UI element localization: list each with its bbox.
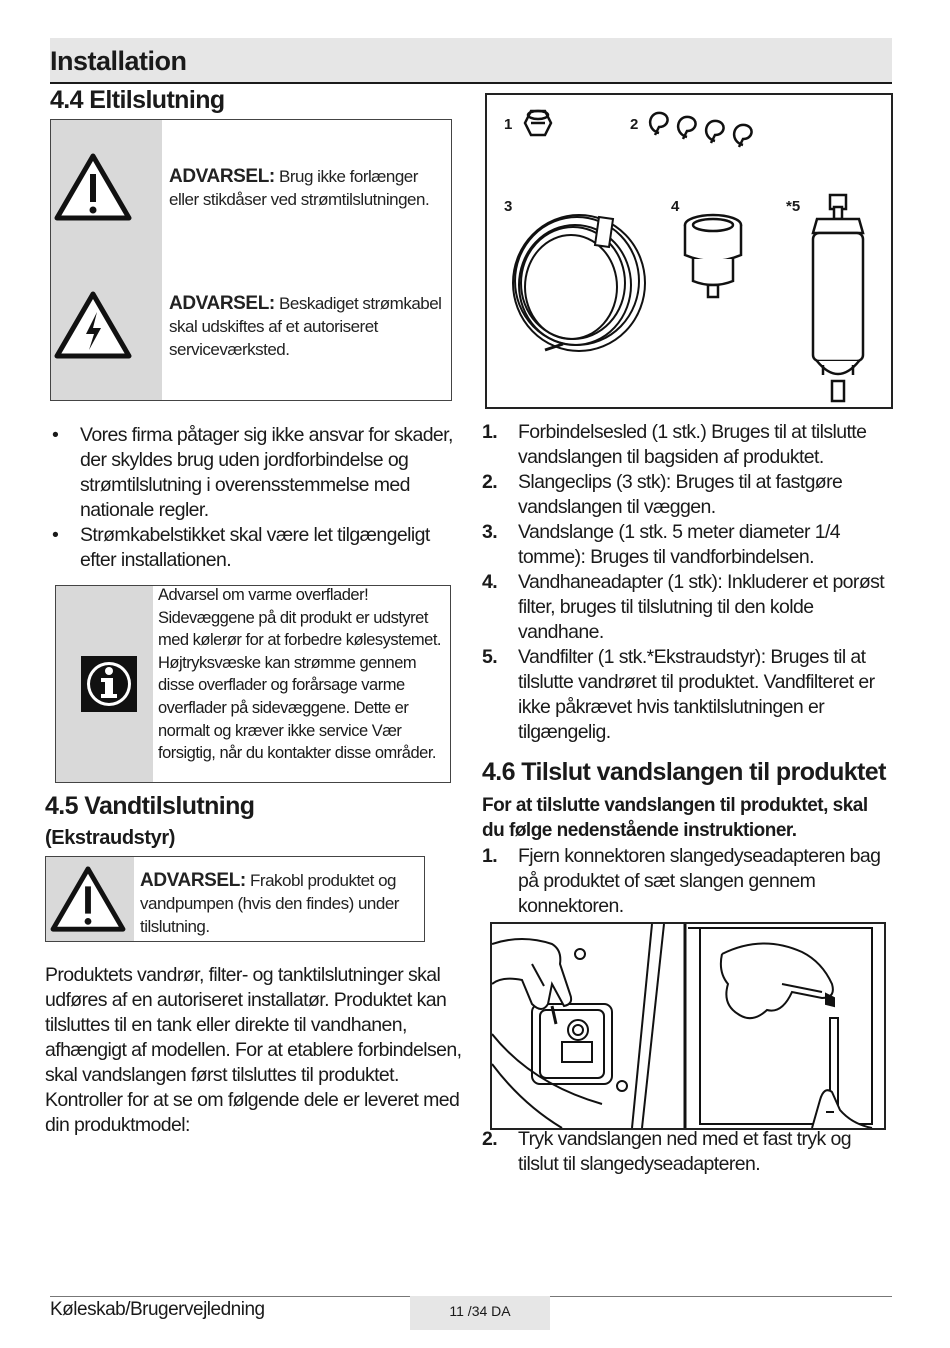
part-label-5: *5 (786, 198, 801, 215)
warning-icon-cell (51, 120, 162, 251)
list-item (482, 470, 890, 520)
parts-illustration (487, 95, 891, 407)
hose-connection-illustration (492, 924, 884, 1128)
list-number: 1. (482, 421, 498, 443)
list-text: Tryk vandslangen ned med et fast tryk og tilslut til slangedyseadapteren. (518, 1128, 851, 1175)
warning-label: ADVARSEL: (169, 293, 275, 314)
bullet-list (50, 423, 460, 573)
parts-figure (485, 93, 893, 409)
page-number: 11 /34 DA (410, 1296, 550, 1330)
section-heading-4-4: 4.4 Eltilslutning (50, 86, 225, 114)
list-text: Vandfilter (1 stk.*Ekstraudstyr): Bruges til at tilslutte vandrøret til produktet. Vandfilteret er ikke påkrævet hvis tanktilslutningen er tilgængelig. (518, 646, 875, 743)
warning-label: ADVARSEL: (169, 166, 275, 187)
warning-label: ADVARSEL: (140, 870, 246, 891)
warning-body: Brug ikke forlænger eller stikdåser ved strømtilslutningen. (169, 167, 430, 209)
water-hose-icon (513, 215, 645, 351)
part-label-3: 3 (504, 198, 513, 215)
steps-list-1 (482, 844, 882, 919)
warning-box-extension (50, 119, 452, 252)
part-label-2: 2 (630, 116, 639, 133)
section-subheading: (Ekstraudstyr) (45, 827, 175, 849)
list-text: Forbindelsesled (1 stk.) Bruges til at tilslutte vandslangen til bagsiden af produktet. (518, 421, 867, 468)
warning-text-cable (169, 292, 449, 361)
warning-box-water (45, 856, 425, 942)
list-number: 5. (482, 646, 498, 668)
list-text: Vandhaneadapter (1 stk): Inkluderer et porøst filter, bruges til tilslutning til den kolde vandhane. (518, 571, 885, 643)
warning-body: Beskadiget strømkabel skal udskiftes af et autoriseret serviceværksted. (169, 294, 442, 359)
section-heading-4-5: 4.5 Vandtilslutning (45, 792, 255, 820)
water-connection-paragraph: Produktets vandrør, filter- og tanktilslutninger skal udføres af en autoriseret installatør. Produktet kan tilsluttes til en tank eller direkte til vandhanen, afhængigt af modellen. For at etablere forbindelsen, skal vandslangen først tilsluttes til produktet. Kontroller for at se om følgende dele er leveret med din produktmodel: (45, 964, 462, 1136)
warning-icon-cell (51, 250, 162, 400)
list-item (482, 520, 890, 570)
list-item (482, 420, 890, 470)
list-item: • Strømkabelstikket skal være let tilgængeligt efter installationen. (50, 523, 460, 573)
parts-list (482, 420, 890, 745)
steps-list-2 (482, 1127, 882, 1177)
list-number: 4. (482, 571, 498, 593)
list-text: Vandslange (1 stk. 5 meter diameter 1/4 tomme): Bruges til vandforbindelsen. (518, 521, 841, 568)
list-number: 2. (482, 471, 498, 493)
warning-triangle-icon (48, 865, 128, 935)
list-number: 2. (482, 1128, 498, 1150)
section-heading-4-6: 4.6 Tilslut vandslangen til produktet (482, 758, 886, 786)
warning-text-extension (169, 165, 447, 211)
water-filter-icon (813, 195, 863, 401)
list-text: Fjern konnektoren slangedyseadapteren bag på produktet of sæt slangen gennem konnektoren. (518, 845, 881, 917)
list-item (482, 844, 882, 919)
part-label-4: 4 (671, 198, 680, 215)
faucet-adapter-icon (685, 215, 741, 297)
warning-triangle-icon (53, 152, 133, 224)
hose-connection-figure (490, 922, 886, 1130)
part-label-1: 1 (504, 116, 513, 133)
list-item (482, 645, 890, 745)
warning-box-cable (50, 250, 452, 401)
warning-text-water (140, 869, 420, 938)
section-intro: For at tilslutte vandslangen til produktet, skal du følge nedenstående instruktioner. (482, 795, 868, 841)
info-icon (81, 656, 137, 712)
warning-body: Frakobl produktet og vandpumpen (hvis den findes) under tilslutning. (140, 871, 399, 936)
list-item: • Vores firma påtager sig ikke ansvar for skader, der skyldes brug uden jordforbindelse og strømtilslutning i overensstemmelse med nationale regler. (50, 423, 460, 523)
electric-hazard-icon (53, 290, 133, 362)
warning-icon-cell (46, 857, 134, 941)
footer-title: Køleskab/Brugervejledning (50, 1299, 265, 1320)
hose-clips-icon (650, 113, 751, 147)
info-icon-cell (56, 586, 153, 782)
info-text: Advarsel om varme overflader! Sidevæggene på dit produkt er udstyret med kølerør for at forbedre kølesystemet. Højtryksvæske kan strømme gennem disse overflader og forårsage varme overflader på sidevæggene. Dette er normalt og kræver ikke service Vær forsigtig, når du kontakter disse områder. (158, 586, 442, 763)
header-title: Installation (50, 46, 187, 76)
list-item (482, 1127, 882, 1177)
list-text: Slangeclips (3 stk): Bruges til at fastgøre vandslangen til væggen. (518, 471, 843, 518)
connector-nut-icon (525, 111, 551, 135)
info-box (55, 585, 451, 783)
list-number: 1. (482, 845, 498, 867)
list-item (482, 570, 890, 645)
list-number: 3. (482, 521, 498, 543)
